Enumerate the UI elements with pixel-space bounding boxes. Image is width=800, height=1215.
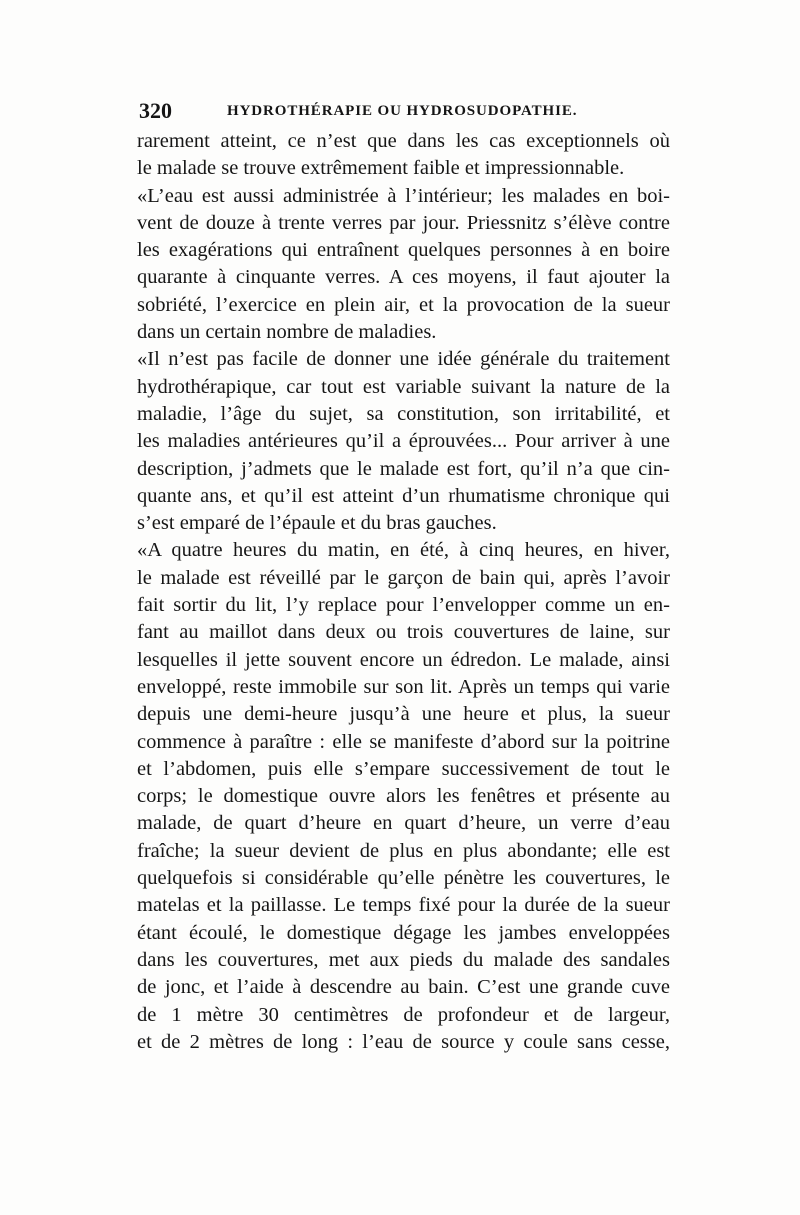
text-line: les maladies antérieures qu’il a éprouvées... Pour arriver à une: [137, 430, 670, 453]
text-line: commence à paraître : elle se manifeste d’abord sur la poitrine: [137, 730, 670, 753]
text-line: quante ans, et qu’il est atteint d’un rhumatisme chronique qui: [137, 484, 670, 507]
text-line: corps; le domestique ouvre alors les fenêtres et présente au: [137, 785, 670, 808]
text-line: matelas et la paillasse. Le temps fixé pour la durée de la sueur: [137, 894, 670, 917]
text-line: enveloppé, reste immobile sur son lit. Après un temps qui varie: [137, 675, 670, 698]
text-line: de jonc, et l’aide à descendre au bain. C’est une grande cuve: [137, 976, 670, 999]
text-line: quarante à cinquante verres. A ces moyens, il faut ajouter la: [137, 266, 670, 289]
text-line: quelquefois si considérable qu’elle pénètre les couvertures, le: [137, 867, 670, 890]
text-line: «A quatre heures du matin, en été, à cinq heures, en hiver,: [137, 539, 670, 562]
running-title: HYDROTHÉRAPIE OU HYDROSUDOPATHIE.: [227, 103, 578, 119]
text-line: et de 2 mètres de long : l’eau de source y coule sans cesse,: [137, 1030, 670, 1053]
page-header: [139, 98, 669, 128]
body-text: [137, 128, 670, 1056]
text-line: depuis une demi-heure jusqu’à une heure et plus, la sueur: [137, 703, 670, 726]
text-line: fant au maillot dans deux ou trois couvertures de laine, sur: [137, 621, 670, 644]
text-line: rarement atteint, ce n’est que dans les cas exceptionnels où: [137, 130, 670, 152]
text-line: étant écoulé, le domestique dégage les jambes enveloppées: [137, 921, 670, 944]
text-line: «L’eau est aussi administrée à l’intérieur; les malades en boi-: [137, 184, 670, 207]
text-line: le malade est réveillé par le garçon de bain qui, après l’avoir: [137, 566, 670, 589]
text-line: description, j’admets que le malade est fort, qu’il n’a que cin-: [137, 457, 670, 480]
text-line: hydrothérapique, car tout est variable suivant la nature de la: [137, 375, 670, 398]
text-line: fraîche; la sueur devient de plus en plus abondante; elle est: [137, 839, 670, 862]
page-number: 320: [139, 98, 172, 123]
text-line: le malade se trouve extrêmement faible et impressionnable.: [137, 157, 625, 180]
text-line: dans les couvertures, met aux pieds du malade des sandales: [137, 948, 670, 971]
text-line: dans un certain nombre de maladies.: [137, 321, 437, 344]
text-line: malade, de quart d’heure en quart d’heure, un verre d’eau: [137, 812, 670, 835]
text-line: et l’abdomen, puis elle s’empare successivement de tout le: [137, 757, 670, 780]
text-line: «Il n’est pas facile de donner une idée générale du traitement: [137, 348, 670, 371]
text-line: s’est emparé de l’épaule et du bras gauches.: [137, 512, 497, 535]
text-line: fait sortir du lit, l’y replace pour l’envelopper comme un en-: [137, 594, 670, 617]
text-line: maladie, l’âge du sujet, sa constitution, son irritabilité, et: [137, 402, 670, 425]
text-line: les exagérations qui entraînent quelques personnes à en boire: [137, 239, 670, 262]
text-line: vent de douze à trente verres par jour. Priessnitz s’élève contre: [137, 211, 670, 234]
text-line: de 1 mètre 30 centimètres de profondeur et de largeur,: [137, 1003, 670, 1026]
text-line: sobriété, l’exercice en plein air, et la provocation de la sueur: [137, 293, 670, 316]
text-line: lesquelles il jette souvent encore un édredon. Le malade, ainsi: [137, 648, 670, 671]
